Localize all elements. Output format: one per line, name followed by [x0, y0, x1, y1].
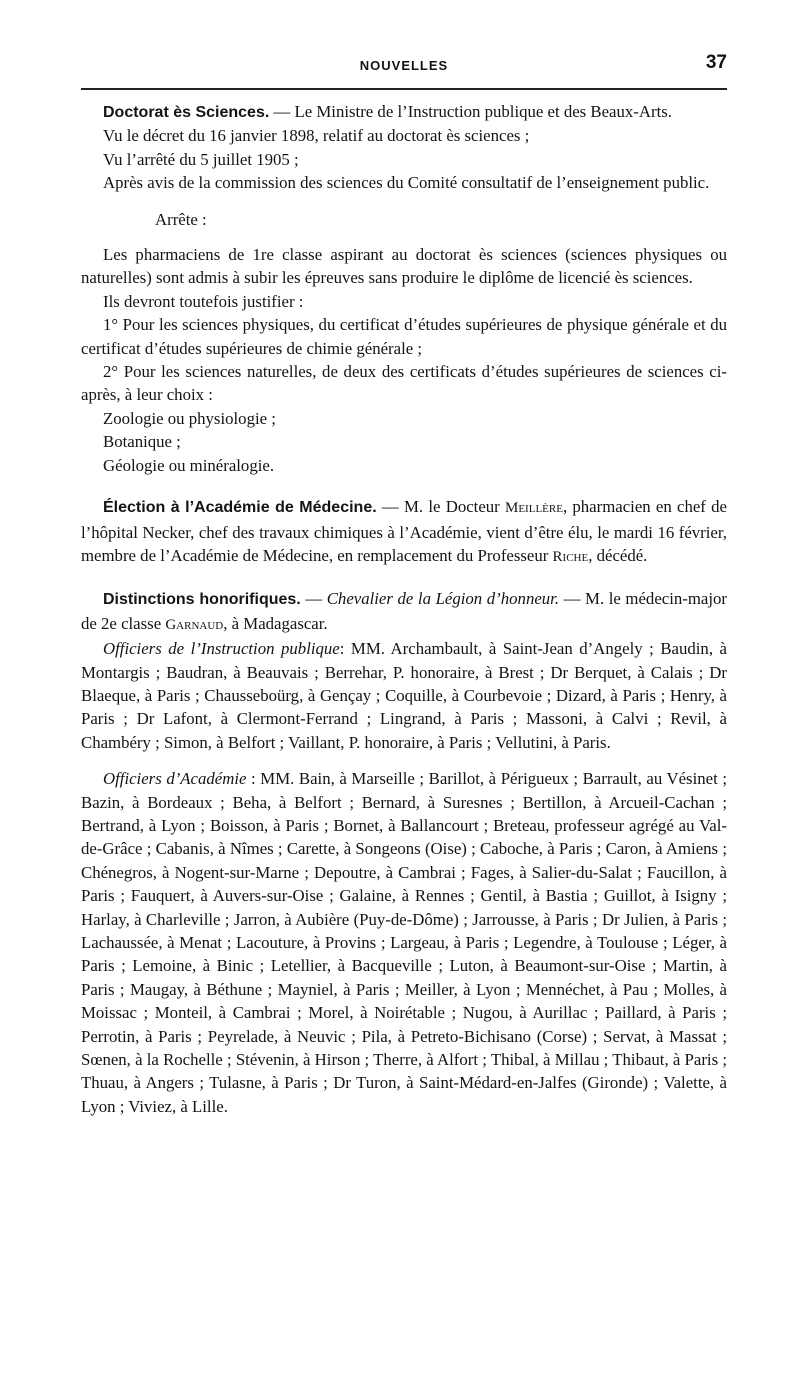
doctorat-article-2: Ils devront toutefois justifier :	[103, 291, 304, 311]
distinctions-text: —	[300, 589, 327, 609]
legion-honneur-label: Chevalier de la Légion d’honneur.	[326, 589, 560, 609]
election-text: , pharmacien en chef de l’hôpital Necker, chef des travaux chimiques à l’Académie, vient d’être élu, le mardi 16 février, membre de l’Académie de Médecine, en remplacement du Professeur	[81, 497, 727, 565]
running-head: NOUVELLES	[359, 58, 449, 73]
page-header	[81, 50, 727, 80]
doctorat-arrete: Arrête :	[155, 209, 207, 229]
doctorat-heading: Doctorat ès Sciences.	[103, 104, 270, 121]
doctorat-lead: — Le Ministre de l’Instruction publique et des Beaux-Arts.	[269, 102, 672, 121]
officiers-academie-list: : MM. Bain, à Marseille ; Barillot, à Périgueux ; Barrault, au Vésinet ; Bazin, à Bordeaux ; Beha, à Belfort ; Bernard, à Suresnes ; Bertillon, à Arcueil-Cachan ; Bertrand, à Lyon ; Boisson, à Paris ; Bornet, à Ballancourt ; Breteau, professeur agrégé au Val-de-Grâce ; Cabanis, à Nîmes ; Carette, à Songeons (Oise) ; Caboche, à Paris ; Caron, à Amiens ; Chénegros, à Nogent-sur-Marne ; Depoutre, à Cambrai ; Fages, à Salier-du-Salat ; Faucillon, à Paris ; Fauquert, à Auvers-sur-Oise ; Galaine, à Rennes ; Gentil, à Bastia ; Guillot, à Isigny ; Harlay, à Charleville ; Jarron, à Aubière (Puy-de-Dôme) ; Jarrousse, à Paris ; Dr Julien, à Paris ; Lachaussée, à Menat ; Lacouture, à Provins ; Largeau, à Paris ; Legendre, à Toulouse ; Léger, à Paris ; Lemoine, à Binic ; Letellier, à Bacqueville ; Luton, à Beaumont-sur-Oise ; Martin, à Paris ; Maugay, à Béthune ; Mayniel, à Paris ; Meiller, à Lyon ; Mennéchet, à Pau ; Molles, à Moissac ; Monteil, à Cambrai ; Morel, à Noirétable ; Nugou, à Aurillac ; Paillard, à Paris ; Perrotin, à Paris ; Peyrelade, à Neuvic ; Pila, à Petreto-Bichisano (Corse) ; Servat, à Massat ; Sœnen, à la Rochelle ; Stévenin, à Hirson ; Therre, à Alfort ; Thibal, à Millau ; Thibaut, à Paris ; Thuau, à Angers ; Tulasne, à Paris ; Dr Turon, à Saint-Médard-en-Jalfes (Gironde) ; Valette, à Lyon ; Viviez, à Lille.	[81, 769, 727, 1116]
distinctions-text: — M. le médecin-major de 2e classe	[81, 589, 728, 633]
doctorat-subitem-1: Zoologie ou physiologie ;	[103, 408, 276, 428]
distinctions-text: , à Madagascar.	[223, 613, 328, 633]
doctorat-visa-2: Vu l’arrêté du 5 juillet 1905 ;	[103, 149, 299, 169]
doctorat-visa-1: Vu le décret du 16 janvier 1898, relatif au doctorat ès sciences ;	[103, 126, 530, 146]
election-text: — M. le Docteur	[376, 497, 505, 517]
election-name-meillere: Meillère	[505, 500, 563, 517]
doctorat-visa-3: Après avis de la commission des sciences du Comité consultatif de l’enseignement public.	[103, 173, 710, 193]
officiers-academie-paragraph	[81, 767, 727, 1118]
instruction-publique-paragraph	[81, 637, 727, 754]
election-name-riche: Riche	[552, 548, 589, 565]
doctorat-item-2: 2° Pour les sciences naturelles, de deux des certificats d’études supérieures de sciences ci-après, à leur choix :	[81, 362, 727, 405]
election-paragraph	[81, 495, 727, 569]
article-body	[81, 100, 727, 1118]
election-text: , décédé.	[588, 545, 648, 565]
document-page	[81, 50, 727, 1118]
doctorat-subitem-3: Géologie ou minéralogie.	[103, 455, 275, 475]
election-heading: Élection à l’Académie de Médecine.	[103, 499, 377, 517]
officiers-academie-label: Officiers d’Académie	[103, 769, 247, 789]
distinctions-name-garnaud: Garnaud	[165, 616, 224, 633]
distinctions-heading: Distinctions honorifiques.	[103, 591, 301, 609]
doctorat-subitem-2: Botanique ;	[103, 432, 181, 452]
header-rule	[81, 88, 727, 90]
doctorat-item-1: 1° Pour les sciences physiques, du certificat d’études supérieures de physique générale et du certificat d’études supérieures de chimie générale ;	[81, 315, 727, 358]
instruction-publique-list: : MM. Archambault, à Saint-Jean d’Angely ; Baudin, à Montargis ; Baudran, à Beauvais ; Berrehar, P. honoraire, à Brest ; Dr Berquet, à Calais ; Dr Blaeque, à Paris ; Chausseboürg, à Gençay ; Coquille, à Courbevoie ; Dizard, à Paris ; Henry, à Paris ; Dr Lafont, à Clermont-Ferrand ; Lingrand, à Paris ; Massoni, à Calvi ; Revil, à Chambéry ; Simon, à Belfort ; Vaillant, P. honoraire, à Paris ; Vellutini, à Paris.	[81, 639, 727, 752]
page-number: 37	[705, 52, 727, 73]
distinctions-paragraph	[81, 587, 727, 637]
doctorat-paragraph	[81, 100, 727, 124]
doctorat-article-1: Les pharmaciens de 1re classe aspirant au doctorat ès sciences (sciences physiques ou naturelles) sont admis à subir les épreuves sans produire le diplôme de licencié ès sciences.	[81, 245, 727, 288]
instruction-publique-label: Officiers de l’Instruction publique	[103, 639, 340, 659]
